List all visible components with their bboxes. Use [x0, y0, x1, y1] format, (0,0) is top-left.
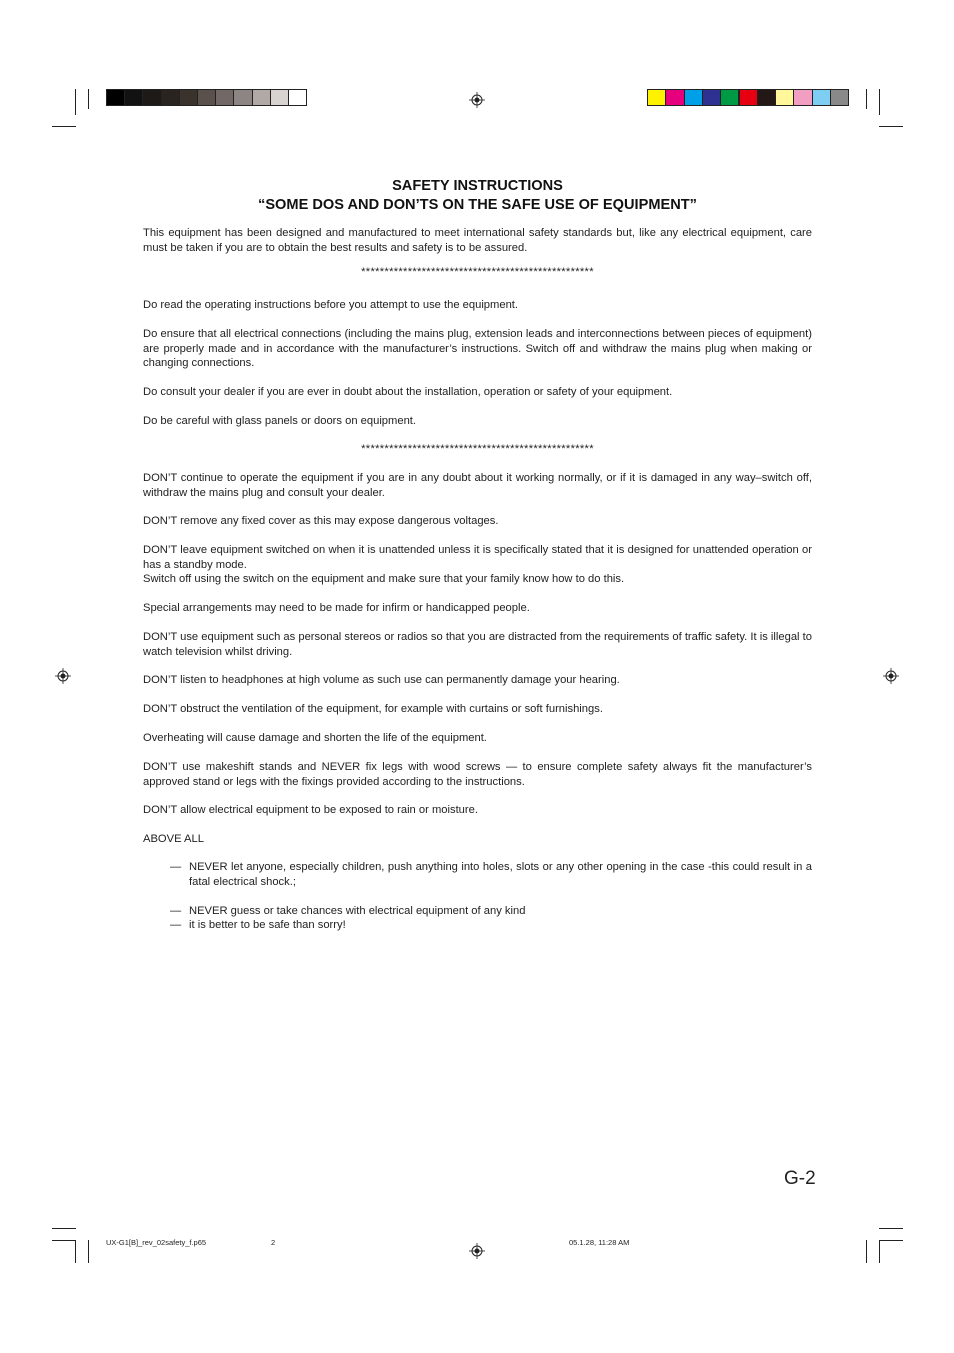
title-line-1: SAFETY INSTRUCTIONS [392, 178, 563, 194]
bullet-item: NEVER guess or take chances with electrical equipment of any kind [189, 905, 526, 917]
dont-item: DON’T listen to headphones at high volume as such use can permanently damage your hearing. [143, 674, 620, 686]
color-swatch [124, 89, 143, 106]
dont-item: DON’T use equipment such as personal stereos or radios so that you are distracted from the requirements of traffic safety. It is illegal to watch television whilst driving. [143, 631, 812, 658]
registration-mark-icon [55, 668, 71, 684]
dash-bullet: — [170, 905, 182, 917]
color-swatch [702, 89, 721, 106]
color-swatch [720, 89, 739, 106]
color-swatch [215, 89, 234, 106]
dash-bullet: — [170, 861, 182, 873]
color-swatch [793, 89, 812, 106]
color-swatch [270, 89, 289, 106]
registration-mark-icon [469, 92, 485, 108]
color-swatch [684, 89, 703, 106]
separator: ************************************************** [361, 443, 594, 455]
do-item: Do ensure that all electrical connections (including the mains plug, extension leads and interconnections between pieces of equipment) are properly made and in accordance with the manufacturer’s instructions. Switch off and withdraw the mains plug when making or changing connections. [143, 328, 812, 370]
color-swatch [665, 89, 684, 106]
footer-file-name: UX-G1[B]_rev_02safety_f.p65 [106, 1238, 207, 1247]
color-swatch [197, 89, 216, 106]
color-swatch [252, 89, 271, 106]
color-swatch [647, 89, 666, 106]
bullet-item: it is better to be safe than sorry! [189, 919, 346, 931]
color-swatch [288, 89, 307, 106]
color-swatch [179, 89, 198, 106]
page-title [143, 177, 812, 215]
footer-page: 2 [271, 1238, 276, 1247]
dont-item: DON’T remove any fixed cover as this may expose dangerous voltages. [143, 515, 499, 527]
color-swatch [106, 89, 125, 106]
dont-item: Switch off using the switch on the equipment and make sure that your family know how to do this. [143, 573, 625, 585]
color-swatch [757, 89, 776, 106]
dont-item: Special arrangements may need to be made for infirm or handicapped people. [143, 602, 530, 614]
color-swatch [775, 89, 794, 106]
intro-paragraph: This equipment has been designed and manufactured to meet international safety standards but, like any electrical equipment, care must be taken if you are to obtain the best results and safety is to be assured. [143, 227, 812, 254]
registration-mark-icon [469, 1243, 485, 1259]
color-swatch [142, 89, 161, 106]
registration-mark-icon [883, 668, 899, 684]
footer-date: 05.1.28, 11:28 AM [569, 1238, 630, 1247]
dash-bullet: — [170, 919, 182, 931]
dont-item: DON’T leave equipment switched on when it is unattended unless it is specifically stated that it is designed for unattended operation or has a standby mode. [143, 544, 812, 571]
page-number: G-2 [784, 1168, 816, 1189]
do-item: Do read the operating instructions before you attempt to use the equipment. [143, 299, 519, 311]
color-swatch [739, 89, 758, 106]
color-swatch [233, 89, 252, 106]
color-swatch [812, 89, 831, 106]
dont-item: Overheating will cause damage and shorten the life of the equipment. [143, 732, 487, 744]
above-all-heading: ABOVE ALL [143, 833, 204, 845]
separator: ************************************************** [361, 266, 594, 278]
dont-item: DON’T continue to operate the equipment if you are in any doubt about it working normally, or if it is damaged in any way–switch off, withdraw the mains plug and consult your dealer. [143, 472, 812, 499]
dont-item: DON’T use makeshift stands and NEVER fix legs with wood screws — to ensure complete safety always fit the manufacturer’s approved stand or legs with the fixings provided according to the instructions. [143, 761, 812, 788]
do-item: Do be careful with glass panels or doors on equipment. [143, 415, 417, 427]
dont-item: DON’T allow electrical equipment to be exposed to rain or moisture. [143, 804, 478, 816]
bullet-item: NEVER let anyone, especially children, push anything into holes, slots or any other opening in the case -this could result in a fatal electrical shock.; [189, 861, 812, 888]
color-swatch [830, 89, 849, 106]
color-swatch [161, 89, 180, 106]
title-line-2: “SOME DOS AND DON’TS ON THE SAFE USE OF EQUIPMENT” [258, 197, 697, 213]
dont-item: DON’T obstruct the ventilation of the equipment, for example with curtains or soft furnishings. [143, 703, 603, 715]
do-item: Do consult your dealer if you are ever in doubt about the installation, operation or safety of your equipment. [143, 386, 673, 398]
